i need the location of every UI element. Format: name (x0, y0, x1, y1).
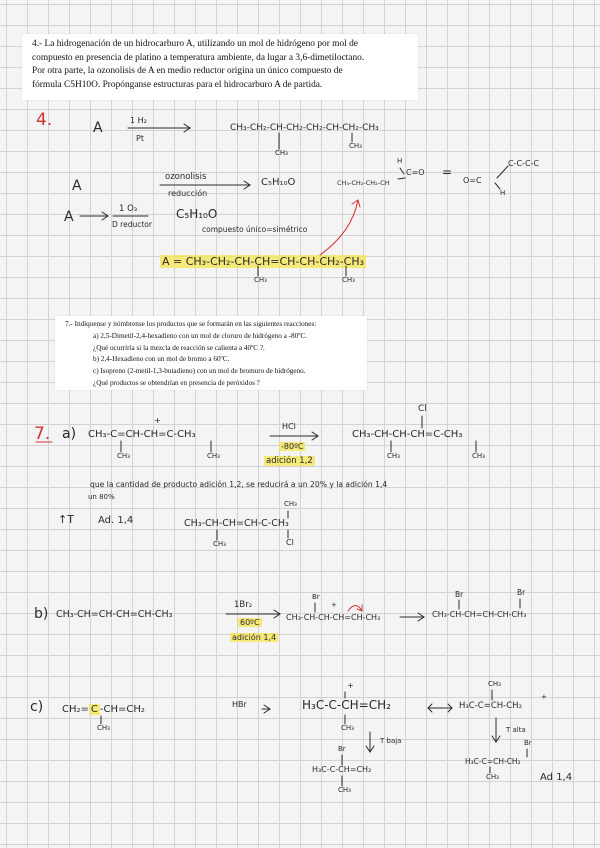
substituent: CH₃ (341, 724, 354, 732)
bond-line (400, 168, 404, 174)
reactant-right: -CH=CH₂ (99, 704, 145, 715)
bond-line (495, 183, 500, 189)
aldehyde-co: C=O (406, 168, 425, 177)
product-formula: CH₃-CH-CH-CH=C-CH₃ (352, 429, 463, 440)
addition-label: Ad. 1,4 (98, 515, 134, 526)
red-curved-arrow (348, 605, 362, 611)
substituent: CH₃ (342, 276, 355, 284)
arrow-hcl (270, 432, 318, 440)
reactant: A (93, 120, 103, 136)
product-formula: CH₃-CH-CH=CH-CH-CH₃ (432, 610, 527, 619)
arrow-hydrogenation (128, 124, 190, 132)
substituent: Br (312, 593, 320, 601)
reagent-highlight: 60ºC (240, 618, 260, 627)
reagent: HBr (232, 700, 247, 709)
skeleton-o: O=C (463, 176, 482, 185)
statement-line: ¿Qué productos se obtendrían en presencia de peróxidos ? (93, 378, 260, 387)
substituent: CH₃ (284, 500, 297, 508)
charge: + (541, 693, 547, 701)
reactant-highlight: C (90, 704, 98, 715)
part-label: b) (34, 606, 49, 622)
statement-line: Por otra parte, la ozonolisis de A en medio reductor origina un único compuesto de (32, 66, 343, 77)
temperature-label: T baja (380, 737, 402, 745)
resonance-arrow (428, 704, 452, 712)
reagent: 1 H₂ (130, 116, 147, 125)
bond-line (398, 178, 405, 179)
arrow-low-temp (366, 732, 374, 752)
product-formula: H₃C-C-CH=CH₂ (312, 765, 372, 774)
problem-number: 4. (36, 110, 53, 130)
substituent: CH₃ (207, 452, 220, 460)
aldehyde-formula: CH₃-CH₂-CH₂-CH (337, 179, 390, 187)
charge: + (347, 681, 354, 690)
arrow-rearrangement (400, 613, 424, 621)
substituent: CH₃ (254, 276, 267, 284)
reactant-formula: CH₃-CH=CH-CH=CH-CH₃ (56, 609, 173, 620)
arrow-hbr (262, 705, 270, 713)
substituent: CH₃ (472, 452, 485, 460)
reagent: 1 O₃ (119, 204, 138, 214)
addition-label: Ad 1,4 (540, 772, 573, 783)
answer-highlight: A = CH₃-CH₂-CH-CH=CH-CH-CH₂-CH₃ (162, 255, 365, 268)
statement-line: fórmula C5H10O. Propónganse estructuras para el hidrocarburo A de partida. (32, 79, 323, 90)
statement-line: ¿Qué ocurriría si la mezcla de reacción se calienta a 40ºC ?. (93, 343, 265, 352)
addition-highlight: adición 1,4 (232, 633, 277, 642)
reactant: A (64, 209, 74, 225)
arrow-reduction (80, 212, 148, 220)
charge: + (154, 416, 161, 425)
resonance-formula: H₃C-C=CH-CH₂ (459, 701, 522, 711)
arrow-ozonolysis (160, 181, 250, 189)
arrow-bromine (226, 610, 280, 618)
statement-line: compuesto en presencia de platino a temperatura ambiente, da lugar a 3,6-dimetiloctano. (32, 52, 365, 63)
reagent: reducción (168, 189, 208, 198)
intermediate-formula: H₃C-C-CH=CH₂ (302, 698, 391, 712)
bond-line (497, 166, 508, 178)
part-label: c) (30, 699, 44, 715)
problem-number: 7. (34, 424, 51, 444)
statement-line: c) Isopreno (2-metil-1,3-butadieno) con un mol de bromuro de hidrógeno. (93, 367, 306, 376)
product-formula: C₅H₁₀O (261, 177, 296, 188)
note: compuesto único=simétrico (202, 225, 308, 234)
substituent: CH₃ (486, 773, 499, 781)
substituent: Br (524, 739, 532, 747)
substituent: Cl (286, 538, 294, 547)
red-curved-arrow (320, 200, 360, 255)
substituent: CH₃ (349, 142, 362, 150)
substituent: CH₃ (387, 452, 400, 460)
reagent: 1Br₂ (234, 600, 253, 610)
reagent: HCl (282, 422, 296, 431)
substituent: CH₃ (97, 724, 110, 732)
reagent: Pt (136, 134, 144, 143)
product-formula: CH₃-CH₂-CH-CH₂-CH₂-CH-CH₂-CH₃ (230, 123, 379, 133)
product-formula: H₃C-C=CH-CH₂ (465, 757, 521, 766)
statement-line: 7.- Indíquense y nómbrense los productos que se formarán en las siguientes reacciones: (65, 320, 317, 328)
reactant: A (72, 178, 82, 194)
reagent: ozonolisis (165, 172, 207, 182)
product-formula: C₅H₁₀O (176, 207, 218, 221)
skeleton-chain: C-C-C-C (508, 159, 540, 168)
reagent: D reductor (112, 220, 152, 229)
reactant-left: CH₂= (62, 704, 89, 715)
statement-line: a) 2,5-Dimetil-2,4-hexadieno con un mol de cloruro de hidrógeno a -80ºC. (93, 331, 308, 340)
statement-line: b) 2,4-Hexadieno con un mol de bromo a 60ºC. (93, 355, 230, 364)
note-line: un 80% (88, 493, 115, 501)
part-label: a) (62, 426, 77, 442)
skeleton-h: H (500, 189, 506, 197)
charge: + (331, 601, 337, 609)
note-line: que la cantidad de producto adición 1,2, se reducirá a un 20% y la adición 1,4 (90, 480, 388, 489)
substituent: CH₃ (117, 452, 130, 460)
substituent: CH₃ (338, 786, 351, 794)
temperature-label: T alta (506, 726, 526, 734)
substituent: CH₃ (275, 149, 288, 157)
substituent: Br (517, 588, 526, 597)
substituent: CH₃ (213, 540, 226, 548)
addition-highlight: adición 1,2 (266, 456, 313, 466)
substituent: CH₃ (488, 680, 501, 688)
substituent: Cl (418, 404, 427, 414)
substituent: Br (338, 745, 346, 753)
arrow-high-temp (492, 718, 500, 742)
statement-line: 4.- La hidrogenación de un hidrocarburo A, utilizando un mol de hidrógeno por mol de (32, 39, 358, 49)
reactant-formula: CH₃-C=CH-CH=C-CH₃ (88, 429, 196, 440)
aldehyde-h: H (397, 157, 403, 165)
substituent: Br (455, 590, 464, 599)
temperature-label: ↑T (58, 513, 74, 526)
product-formula: CH₃-CH-CH=CH-C-CH₃ (184, 518, 289, 529)
equals-sign: = (442, 165, 453, 179)
intermediate-formula: CH₃-CH-CH-CH=CH-CH₃ (286, 613, 381, 622)
reagent-highlight: -80ºC (281, 442, 304, 451)
